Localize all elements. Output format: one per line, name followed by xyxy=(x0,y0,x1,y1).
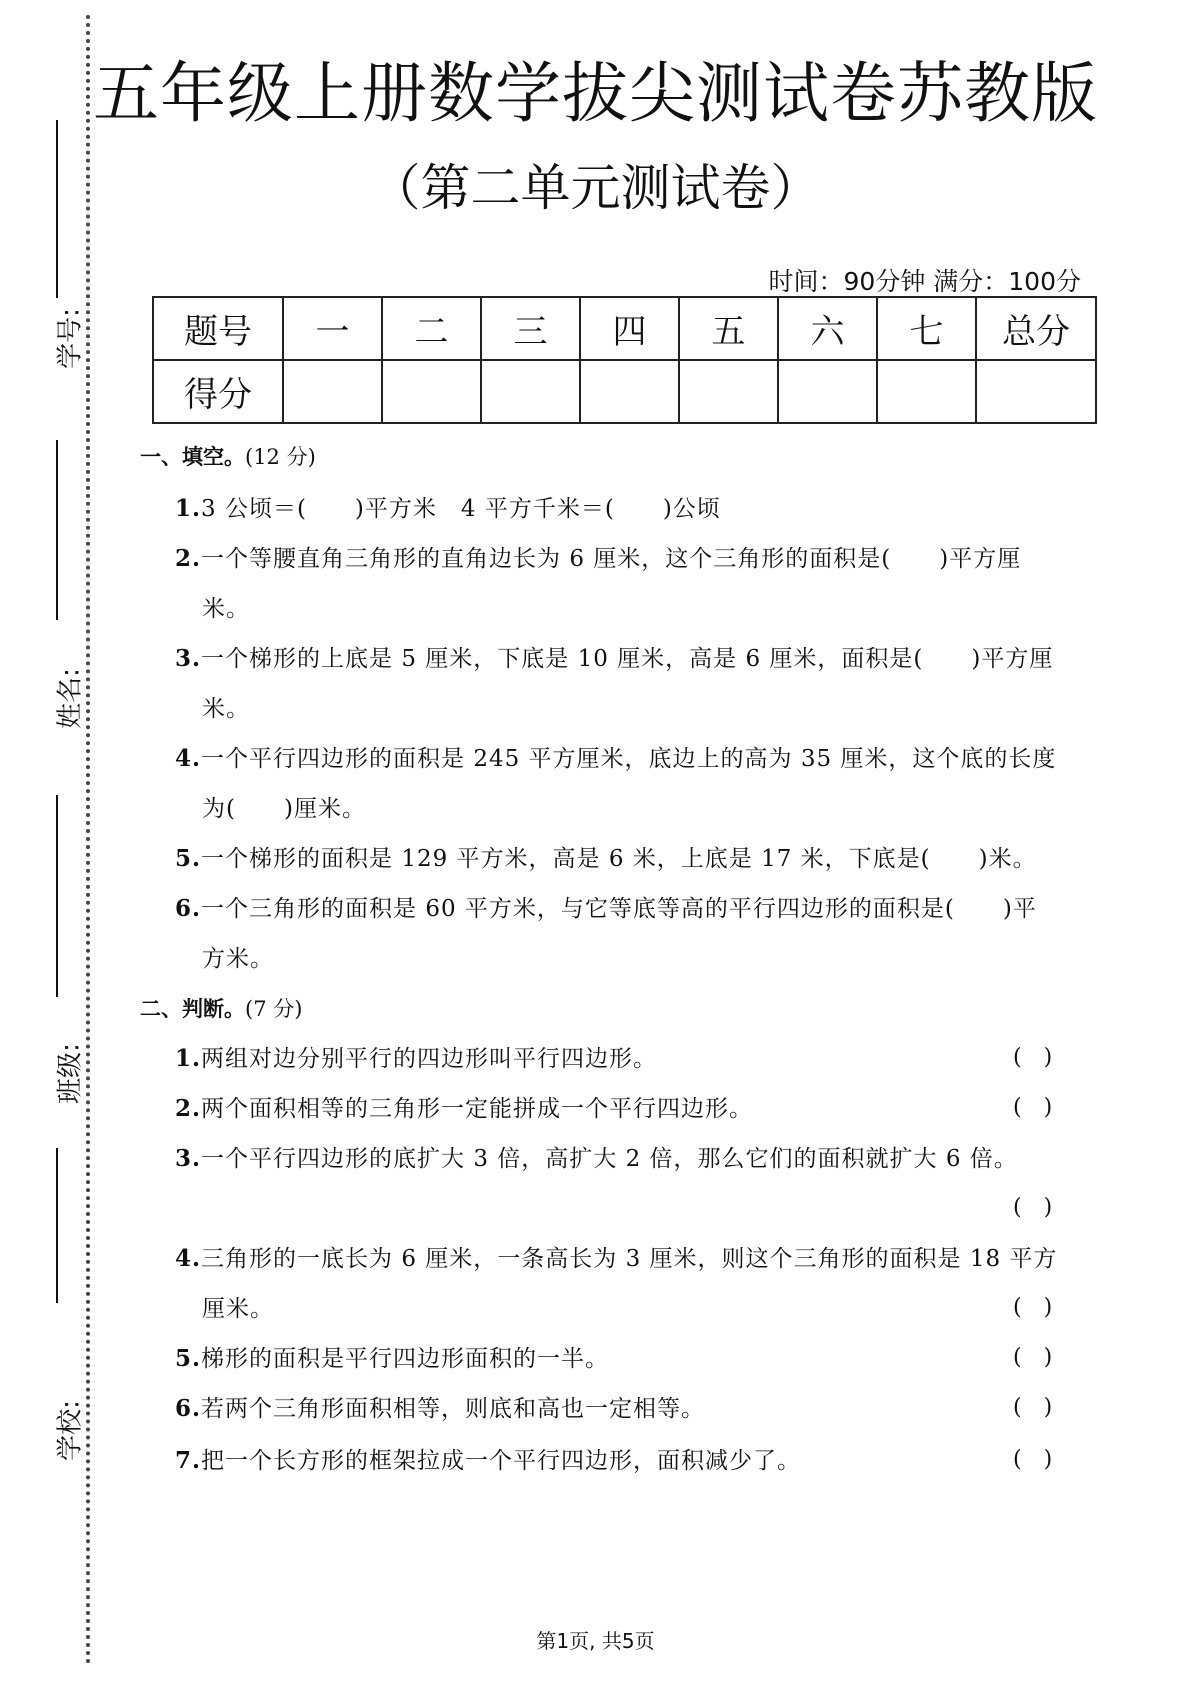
judge-question-4-cont: 厘米。 xyxy=(202,1296,274,1322)
question-text: 一个平行四边形的面积是 245 平方厘米，底边上的高为 35 厘米，这个底的长度 xyxy=(201,746,1057,772)
section-2-points: (7 分) xyxy=(245,997,303,1021)
fill-question-6-cont: 方米。 xyxy=(202,946,274,972)
question-number: 2. xyxy=(175,545,202,572)
question-text: 把一个长方形的框架拉成一个平行四边形，面积减少了。 xyxy=(201,1448,802,1474)
score-cell-3[interactable] xyxy=(481,360,580,423)
question-text: 3 公顷＝( )平方米 4 平方千米＝( )公顷 xyxy=(201,496,721,522)
question-number: 3. xyxy=(175,645,202,672)
question-text: 一个梯形的面积是 129 平方米，高是 6 米，上底是 17 米，下底是( )米。 xyxy=(201,846,1037,872)
answer-parentheses-2[interactable]: ( ) xyxy=(1013,1095,1053,1120)
fill-question-4-cont: 为( )厘米。 xyxy=(202,796,366,822)
judge-question-3 xyxy=(175,1140,1090,1173)
fill-question-3-cont: 米。 xyxy=(202,696,250,722)
answer-parentheses-5[interactable]: ( ) xyxy=(1013,1345,1053,1370)
score-table xyxy=(152,296,1097,424)
fill-question-2-cont: 米。 xyxy=(202,596,250,622)
school-underline xyxy=(56,1148,58,1303)
score-cell-7[interactable] xyxy=(877,360,976,423)
score-col-5: 五 xyxy=(679,297,778,360)
section-1-heading: 一、填空。 xyxy=(140,444,245,469)
question-text: 两组对边分别平行的四边形叫平行四边形。 xyxy=(201,1046,658,1072)
name-label: 姓名: xyxy=(55,668,86,729)
score-col-1: 一 xyxy=(283,297,382,360)
answer-parentheses-3[interactable]: ( ) xyxy=(1013,1195,1053,1220)
question-number: 1. xyxy=(175,495,202,522)
class-underline xyxy=(56,795,58,997)
time-score-info: 时间：90分钟 满分：100分 xyxy=(768,267,1081,296)
page-title: 五年级上册数学拔尖测试卷苏教版 xyxy=(93,55,1098,132)
score-table-score-row xyxy=(153,360,1096,423)
question-number: 4. xyxy=(175,1245,202,1272)
question-number: 6. xyxy=(175,895,202,922)
question-number: 6. xyxy=(175,1395,202,1422)
score-col-6: 六 xyxy=(778,297,877,360)
answer-parentheses-7[interactable]: ( ) xyxy=(1013,1447,1053,1472)
score-cell-total[interactable] xyxy=(976,360,1096,423)
question-text: 一个梯形的上底是 5 厘米，下底是 10 厘米，高是 6 厘米，面积是( )平方厘 xyxy=(201,646,1054,672)
question-text: 三角形的一底长为 6 厘米，一条高长为 3 厘米，则这个三角形的面积是 18 平方 xyxy=(201,1246,1058,1272)
page-subtitle: （第二单元测试卷） xyxy=(370,159,821,217)
fill-question-5 xyxy=(175,840,1090,873)
question-number: 2. xyxy=(175,1095,202,1122)
question-text: 梯形的面积是平行四边形面积的一半。 xyxy=(201,1346,610,1372)
score-col-2: 二 xyxy=(382,297,481,360)
fill-question-6 xyxy=(175,890,1090,923)
class-label: 班级: xyxy=(55,1043,86,1104)
binding-dashed-line xyxy=(86,15,90,1665)
score-cell-6[interactable] xyxy=(778,360,877,423)
score-col-7: 七 xyxy=(877,297,976,360)
fill-question-1 xyxy=(175,490,1090,523)
section-2-heading: 二、判断。 xyxy=(140,996,245,1021)
judge-question-6 xyxy=(175,1390,1090,1423)
judge-question-4 xyxy=(175,1240,1090,1273)
name-underline xyxy=(56,440,58,620)
score-col-3: 三 xyxy=(481,297,580,360)
question-number: 7. xyxy=(175,1447,202,1474)
score-table-header-label: 题号 xyxy=(153,297,283,360)
score-col-total: 总分 xyxy=(976,297,1096,360)
judge-question-2 xyxy=(175,1090,1090,1123)
question-number: 1. xyxy=(175,1045,202,1072)
question-number: 3. xyxy=(175,1145,202,1172)
fill-question-2 xyxy=(175,540,1090,573)
score-table-header-row xyxy=(153,297,1096,360)
answer-parentheses-6[interactable]: ( ) xyxy=(1013,1395,1053,1420)
judge-question-7 xyxy=(175,1442,1090,1475)
question-text: 两个面积相等的三角形一定能拼成一个平行四边形。 xyxy=(201,1096,754,1122)
question-number: 4. xyxy=(175,745,202,772)
question-text: 一个三角形的面积是 60 平方米，与它等底等高的平行四边形的面积是( )平 xyxy=(201,896,1037,922)
question-text: 若两个三角形面积相等，则底和高也一定相等。 xyxy=(201,1396,706,1422)
score-cell-4[interactable] xyxy=(580,360,679,423)
section-1-title xyxy=(140,441,316,471)
score-cell-5[interactable] xyxy=(679,360,778,423)
school-label: 学校: xyxy=(55,1400,86,1461)
section-2-title xyxy=(140,993,302,1023)
score-cell-2[interactable] xyxy=(382,360,481,423)
question-number: 5. xyxy=(175,845,202,872)
judge-question-1 xyxy=(175,1040,1090,1073)
question-text: 一个等腰直角三角形的直角边长为 6 厘米，这个三角形的面积是( )平方厘 xyxy=(201,546,1022,572)
student-id-label: 学号: xyxy=(55,308,86,369)
score-cell-1[interactable] xyxy=(283,360,382,423)
fill-question-3 xyxy=(175,640,1090,673)
score-row-label: 得分 xyxy=(153,360,283,423)
page-number: 第1页, 共5页 xyxy=(536,1629,655,1653)
fill-question-4 xyxy=(175,740,1090,773)
answer-parentheses-1[interactable]: ( ) xyxy=(1013,1045,1053,1070)
section-1-points: (12 分) xyxy=(245,445,316,469)
score-col-4: 四 xyxy=(580,297,679,360)
answer-parentheses-4[interactable]: ( ) xyxy=(1013,1295,1053,1320)
question-number: 5. xyxy=(175,1345,202,1372)
judge-question-5 xyxy=(175,1340,1090,1373)
question-text: 一个平行四边形的底扩大 3 倍，高扩大 2 倍，那么它们的面积就扩大 6 倍。 xyxy=(201,1146,1018,1172)
